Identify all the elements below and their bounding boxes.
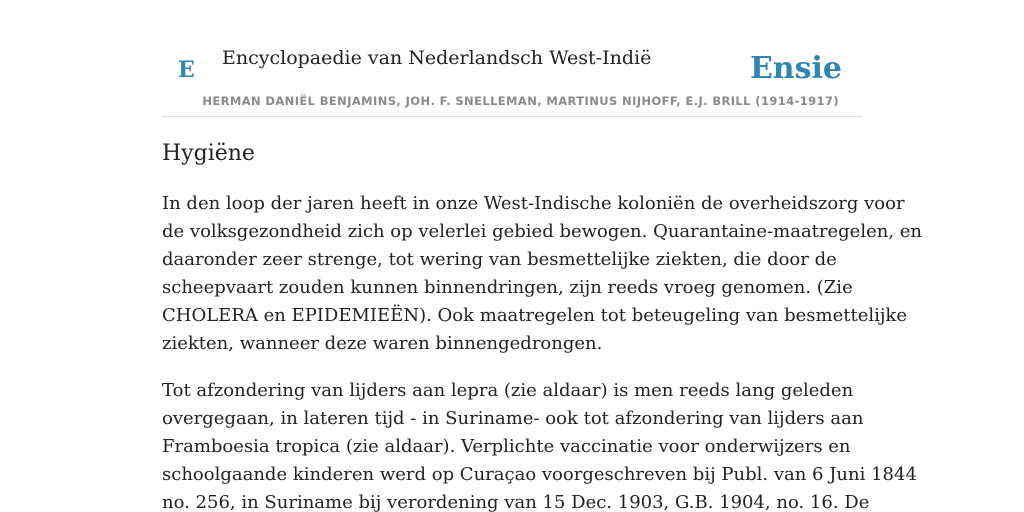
paragraph bbox=[162, 377, 917, 512]
text-line: CHOLERA en EPIDEMIEËN). Ook maatregelen tot beteugeling van besmettelijke bbox=[162, 305, 907, 326]
text-line: scheepvaart zouden kunnen binnendringen, zijn reeds vroeg genomen. (Zie bbox=[162, 277, 853, 298]
paragraph bbox=[162, 190, 923, 358]
entry-title: Hygiëne bbox=[162, 141, 255, 166]
text-line: de volksgezondheid zich op velerlei gebied bewogen. Quarantaine-maatregelen, en bbox=[162, 221, 923, 242]
byline: HERMAN DANIËL BENJAMINS, JOH. F. SNELLEMAN, MARTINUS NIJHOFF, E.J. BRILL (1914-1917) bbox=[202, 94, 839, 108]
text-line: Framboesia tropica (zie aldaar). Verplichte vaccinatie voor onderwijzers en bbox=[162, 436, 851, 457]
brand-logo[interactable]: Ensie bbox=[749, 51, 842, 86]
text-line: overgegaan, in lateren tijd - in Suriname- ook tot afzondering van lijders aan bbox=[162, 408, 864, 429]
book-title[interactable]: Encyclopaedie van Nederlandsch West-Indië bbox=[222, 47, 652, 69]
text-line: schoolgaande kinderen werd op Curaçao voorgeschreven bij Publ. van 6 Juni 1844 bbox=[162, 464, 917, 485]
site-header bbox=[162, 0, 862, 117]
text-line: ziekten, wanneer deze waren binnengedrongen. bbox=[162, 333, 603, 354]
text-line: Tot afzondering van lijders aan lepra (zie aldaar) is men reeds lang geleden bbox=[162, 380, 854, 401]
text-line: no. 256, in Suriname bij verordening van 15 Dec. 1903, G.B. 1904, no. 16. De bbox=[162, 492, 870, 512]
text-line: In den loop der jaren heeft in onze West-Indische koloniën de overheidszorg voor bbox=[162, 193, 905, 214]
text-line: daaronder zeer strenge, tot wering van besmettelijke ziekten, die door de bbox=[162, 249, 837, 270]
ensie-logo-mark[interactable]: E bbox=[178, 57, 195, 83]
article bbox=[162, 138, 923, 512]
